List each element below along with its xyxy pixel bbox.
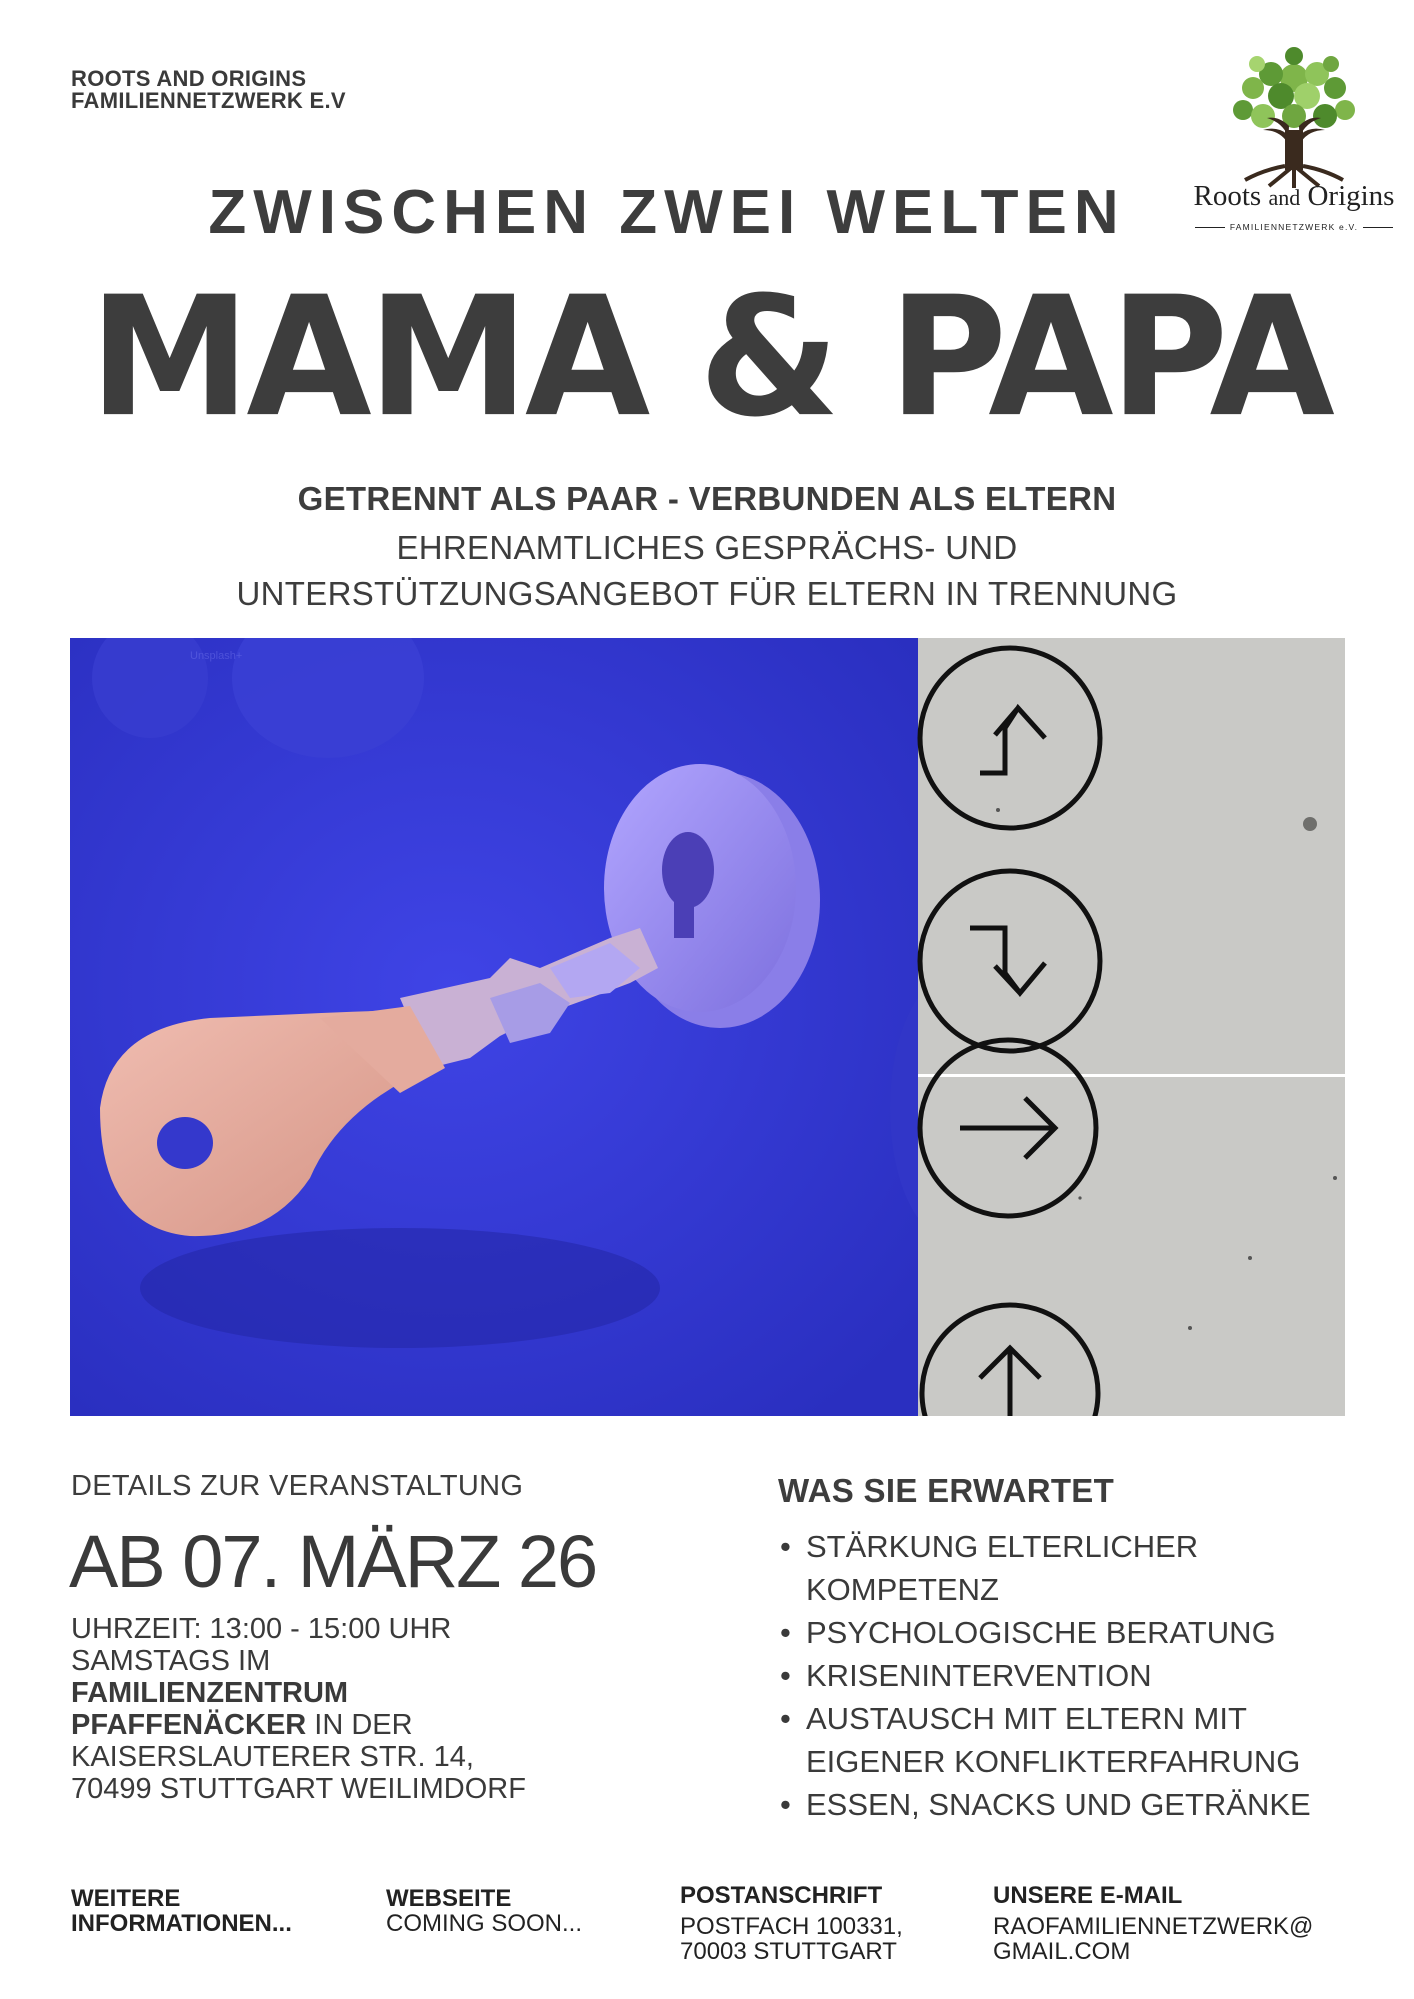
venue-street: KAISERSLAUTERER STR. 14, bbox=[71, 1741, 474, 1773]
headline bbox=[60, 262, 1360, 454]
list-item: • STÄRKUNG ELTERLICHER KOMPETENZ bbox=[780, 1529, 1199, 1607]
list-item: • KRISENINTERVENTION bbox=[780, 1658, 1152, 1693]
venue-city: 70499 STUTTGART WEILIMDORF bbox=[71, 1773, 526, 1805]
event-day: SAMSTAGS IM bbox=[71, 1645, 271, 1677]
event-date: AB 07. MÄRZ 26 bbox=[69, 1520, 597, 1603]
image-watermark: Unsplash+ bbox=[190, 650, 243, 662]
event-time: UHRZEIT: 13:00 - 15:00 UHR bbox=[71, 1613, 452, 1645]
expect-title: WAS SIE ERWARTET bbox=[778, 1472, 1115, 1509]
org-name-line1: ROOTS AND ORIGINS bbox=[71, 66, 307, 91]
event-details bbox=[71, 1613, 631, 1805]
hero-illustration bbox=[70, 638, 1345, 1416]
subtitle-line2: EHRENAMTLICHES GESPRÄCHS- UND bbox=[396, 529, 1018, 566]
list-item: • PSYCHOLOGISCHE BERATUNG bbox=[780, 1615, 1276, 1650]
subtitle-description bbox=[0, 525, 1414, 617]
expect-list bbox=[778, 1525, 1338, 1826]
headline-mama: MAMA bbox=[89, 262, 647, 454]
list-item: • ESSEN, SNACKS UND GETRÄNKE bbox=[780, 1787, 1311, 1822]
footer-email: UNSERE E-MAIL RAOFAMILIENNETZWERK@ GMAIL.COM bbox=[993, 1882, 1314, 1965]
details-label: DETAILS ZUR VERANSTALTUNG bbox=[71, 1470, 524, 1502]
org-name-line2: FAMILIENNETZWERK E.V bbox=[71, 88, 346, 113]
headline-papa: PAPA bbox=[888, 262, 1331, 454]
logo-subtitle: FAMILIENNETZWERK e.V. bbox=[1183, 222, 1405, 232]
venue-rest: IN DER bbox=[306, 1709, 413, 1741]
venue-name-2: PFAFFENÄCKER bbox=[71, 1709, 307, 1741]
subtitle-line3: UNTERSTÜTZUNGSANGEBOT FÜR ELTERN IN TRENNUNG bbox=[236, 575, 1178, 612]
footer-website: WEBSEITE COMING SOON... bbox=[386, 1885, 583, 1937]
footer-postal: POSTANSCHRIFT POSTFACH 100331, 70003 STUTTGART bbox=[680, 1882, 903, 1965]
logo-title: Roots and Origins bbox=[1193, 180, 1395, 212]
kicker-title: ZWISCHEN ZWEI WELTEN bbox=[208, 178, 1126, 247]
email-link[interactable]: RAOFAMILIENNETZWERK@ GMAIL.COM bbox=[993, 1913, 1314, 1965]
subtitle-bold: GETRENNT ALS PAAR - VERBUNDEN ALS ELTERN bbox=[297, 480, 1117, 517]
organization-name bbox=[71, 68, 346, 112]
headline-ampersand: & bbox=[698, 262, 836, 454]
hero-image bbox=[70, 638, 1345, 1416]
list-item: • AUSTAUSCH MIT ELTERN MIT EIGENER KONFLIKTERFAHRUNG bbox=[780, 1701, 1301, 1779]
venue-name-1: FAMILIENZENTRUM bbox=[71, 1677, 349, 1709]
footer-info: WEITERE INFORMATIONEN... bbox=[71, 1885, 292, 1937]
website-link[interactable]: COMING SOON... bbox=[386, 1910, 583, 1937]
